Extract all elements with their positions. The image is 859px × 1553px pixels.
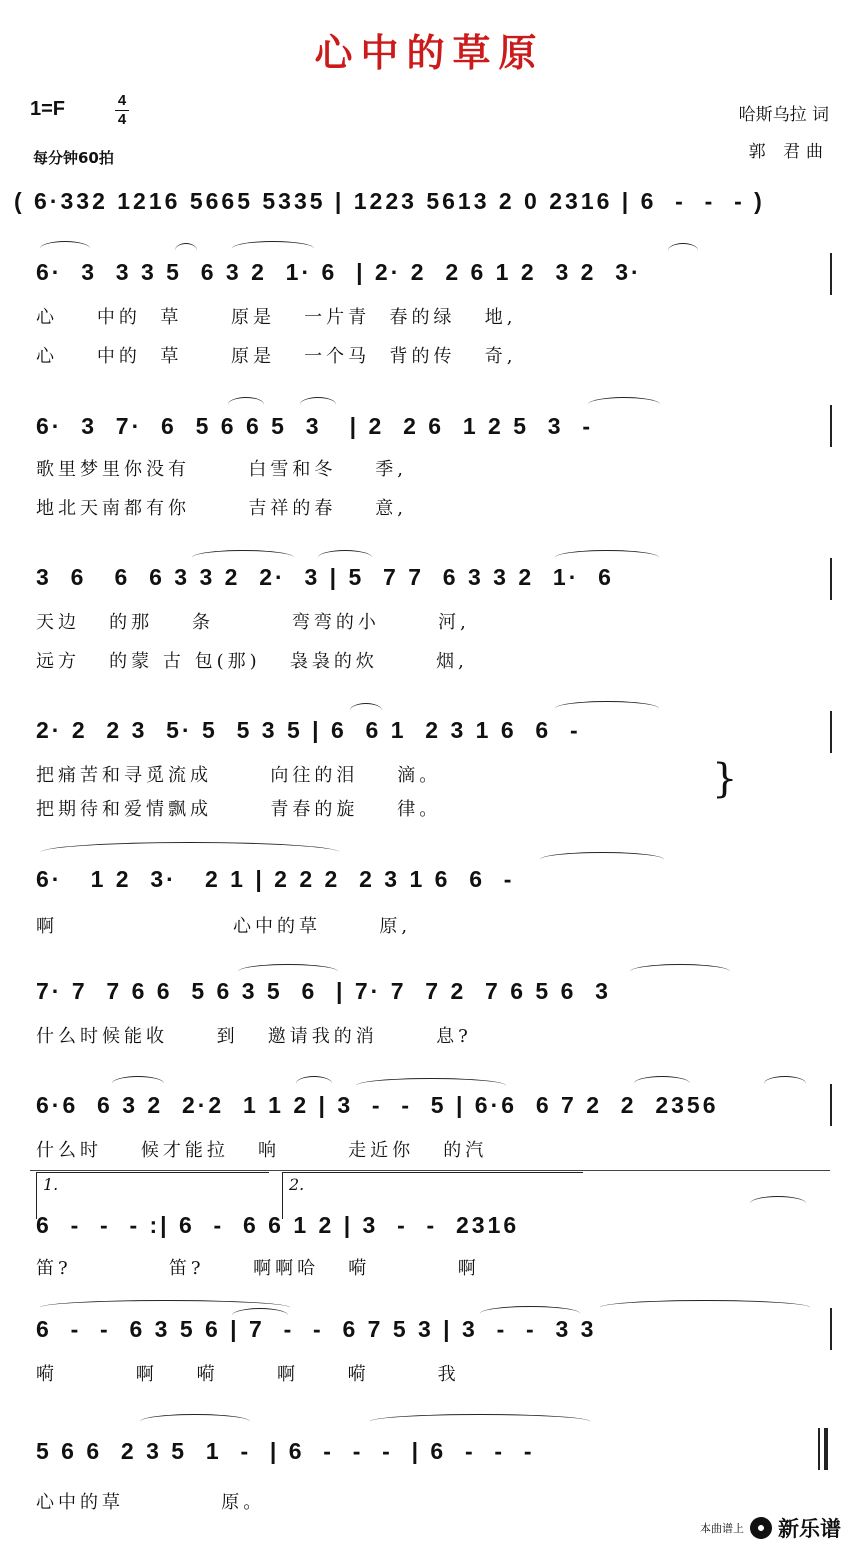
slur bbox=[370, 1414, 590, 1429]
time-signature bbox=[115, 92, 129, 129]
key-signature: 1=F bbox=[30, 98, 66, 120]
meter-top: 4 bbox=[117, 92, 127, 109]
lyric-verse-1: 啊 心中的草 原, bbox=[36, 916, 412, 937]
slur bbox=[764, 1076, 806, 1091]
slur bbox=[228, 397, 264, 412]
volta-second-label: 2. bbox=[289, 1175, 305, 1194]
barline bbox=[830, 558, 832, 600]
slur bbox=[555, 701, 659, 716]
notes-line: 5 6 6 2 3 5 1 - | 6 - - - | 6 - - - bbox=[36, 1438, 535, 1464]
site-logo: 新乐谱 bbox=[778, 1517, 841, 1541]
slur bbox=[40, 241, 90, 256]
barline bbox=[830, 253, 832, 295]
slur bbox=[634, 1076, 690, 1091]
slur bbox=[192, 550, 294, 565]
slur bbox=[630, 964, 730, 979]
lyric-verse-1: 歌里梦里你没有 白雪和冬 季, bbox=[36, 459, 407, 480]
notes-line: 6· 3 7· 6 5 6 6 5 3 | 2 2 6 1 2 5 3 - bbox=[36, 413, 594, 439]
slur bbox=[300, 397, 336, 412]
lyric-verse-2: 远方 的蒙 古 包(那) 袅袅的炊 烟, bbox=[36, 651, 468, 672]
slur bbox=[600, 1300, 810, 1315]
composer-credit: 郭 君曲 bbox=[748, 142, 829, 162]
site-watermark bbox=[700, 1513, 841, 1543]
lyric-verse-1: 把痛苦和寻觅流成 向往的泪 滴。 bbox=[36, 765, 442, 786]
final-barline-thin bbox=[818, 1428, 820, 1470]
slur bbox=[232, 241, 314, 256]
slur bbox=[296, 1076, 332, 1091]
slur bbox=[140, 1414, 250, 1429]
volta-first-label: 1. bbox=[43, 1175, 59, 1194]
notes-line: 6· 3 3 3 5 6 3 2 1· 6 | 2· 2 2 6 1 2 3 2 3· bbox=[36, 259, 642, 285]
slur bbox=[356, 1078, 506, 1093]
barline bbox=[830, 1308, 832, 1350]
slur bbox=[175, 243, 197, 258]
barline bbox=[830, 1084, 832, 1126]
slur bbox=[555, 550, 659, 565]
notes-line: 7· 7 7 6 6 5 6 3 5 6 | 7· 7 7 2 7 6 5 6 3 bbox=[36, 978, 611, 1004]
barline bbox=[830, 405, 832, 447]
lyric-verse-1: 天边 的那 条 弯弯的小 河, bbox=[36, 612, 470, 633]
tempo-marking: 每分钟60拍 bbox=[33, 149, 114, 167]
slur bbox=[350, 703, 382, 718]
notes-line: 6·6 6 3 2 2·2 1 1 2 | 3 - - 5 | 6·6 6 7 2 2 2356 bbox=[36, 1092, 719, 1118]
lyric-verse-2: 地北天南都有你 吉祥的春 意, bbox=[36, 498, 407, 519]
lyric-verse-1: 笛? 笛? 啊啊哈 嗬 啊 bbox=[36, 1258, 480, 1279]
notes-line: 3 6 6 6 3 3 2 2· 3 | 5 7 7 6 3 3 2 1· 6 bbox=[36, 564, 614, 590]
meter-bottom: 4 bbox=[117, 111, 127, 128]
verse-brace: } bbox=[712, 756, 738, 802]
watermark-caption: 本曲谱上 bbox=[700, 1522, 744, 1535]
notes-line: ( 6·332 1216 5665 5335 | 1223 5613 2 0 2316 | 6 - - - ) bbox=[14, 188, 765, 214]
slur bbox=[318, 550, 372, 565]
lyric-verse-1: 心中的草 原。 bbox=[36, 1492, 266, 1513]
final-barline-thick bbox=[824, 1428, 828, 1470]
slur bbox=[588, 397, 660, 412]
staff-divider bbox=[30, 1170, 830, 1171]
slur bbox=[540, 852, 664, 867]
lyric-verse-1: 嗬 啊 嗬 啊 嗬 我 bbox=[36, 1364, 460, 1385]
slur bbox=[750, 1196, 806, 1211]
lyric-verse-1: 什么时候能收 到 邀请我的消 息? bbox=[36, 1026, 472, 1047]
record-disc-icon bbox=[750, 1517, 772, 1539]
slur bbox=[40, 842, 340, 863]
lyric-verse-1: 什么时 候才能拉 响 走近你 的汽 bbox=[36, 1140, 488, 1161]
lyricist-credit: 哈斯乌拉 词 bbox=[738, 105, 829, 125]
notes-line: 2· 2 2 3 5· 5 5 3 5 | 6 6 1 2 3 1 6 6 - bbox=[36, 717, 581, 743]
notes-line: 6 - - 6 3 5 6 | 7 - - 6 7 5 3 | 3 - - 3 3 bbox=[36, 1316, 597, 1342]
lyric-verse-2: 把期待和爱情飘成 青春的旋 律。 bbox=[36, 799, 442, 820]
slur bbox=[668, 243, 698, 258]
slur bbox=[238, 964, 338, 979]
lyric-verse-2: 心 中的 草 原是 一个马 背的传 奇, bbox=[36, 346, 517, 367]
notes-line: 6· 1 2 3· 2 1 | 2 2 2 2 3 1 6 6 - bbox=[36, 866, 515, 892]
song-title: 心中的草原 bbox=[314, 30, 545, 75]
lyric-verse-1: 心 中的 草 原是 一片青 春的绿 地, bbox=[36, 307, 517, 328]
notes-line: 6 - - - :| 6 - 6 6 1 2 | 3 - - 2316 bbox=[36, 1212, 520, 1238]
barline bbox=[830, 711, 832, 753]
slur bbox=[112, 1076, 164, 1091]
